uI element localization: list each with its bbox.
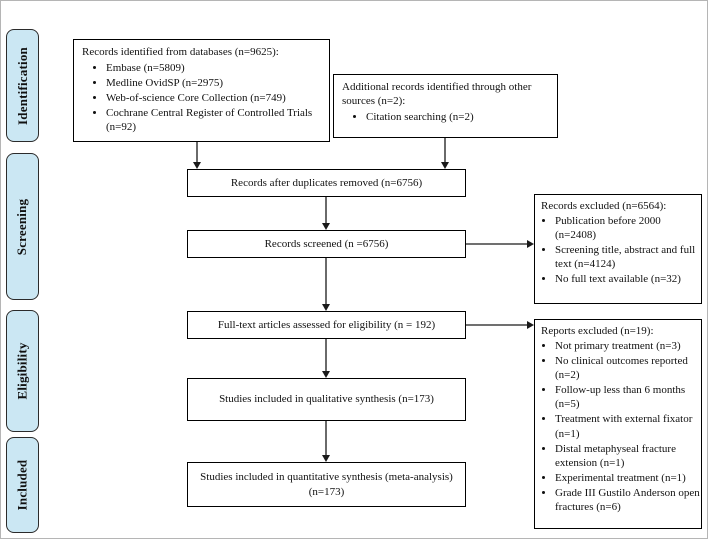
list-item: • Web-of-science Core Collection (n=749): [106, 91, 329, 105]
box-records-identified-title: Records identified from databases (n=9625):: [82, 46, 279, 58]
list-item: • Experimental treatment (n=1): [555, 471, 701, 485]
arrow-qualitative-to-quantitative: [322, 421, 330, 462]
box-quantitative-synthesis: [187, 462, 466, 507]
box-records-identified-list: [74, 61, 329, 134]
list-item: • Cochrane Central Register of Controlled Trials (n=92): [106, 106, 329, 134]
list-item: • Publication before 2000 (n=2408): [555, 214, 701, 242]
phase-label-eligibility-text: Eligibility: [14, 342, 30, 400]
box-reports-excluded-list: [535, 339, 701, 514]
list-item: • Citation searching (n=2): [366, 110, 557, 124]
box-fulltext-assessed: [187, 311, 466, 339]
list-item: • No clinical outcomes reported (n=2): [555, 354, 701, 382]
list-item: • Follow-up less than 6 months (n=5): [555, 383, 701, 411]
box-records-excluded: [534, 194, 702, 304]
box-additional-records-title: Additional records identified through other sources (n=2):: [342, 81, 532, 108]
box-additional-records-list: [334, 110, 557, 124]
arrow-screened-to-records-excluded: [466, 240, 534, 248]
box-duplicates-removed: [187, 169, 466, 197]
box-records-screened-text: Records screened (n =6756): [264, 237, 389, 250]
list-item: • Not primary treatment (n=3): [555, 339, 701, 353]
phase-label-eligibility: [6, 310, 39, 432]
box-quantitative-synthesis-text: Studies included in quantitative synthesis (meta-analysis) (n=173): [200, 471, 453, 498]
phase-label-identification: [6, 29, 39, 142]
arrow-screened-to-fulltext: [322, 258, 330, 311]
box-fulltext-assessed-text: Full-text articles assessed for eligibility (n = 192): [217, 318, 436, 331]
box-reports-excluded: [534, 319, 702, 529]
list-item: • Grade III Gustilo Anderson open fractures (n=6): [555, 486, 701, 514]
arrow-fulltext-to-qualitative: [322, 339, 330, 378]
box-records-identified: [73, 39, 330, 142]
box-records-excluded-list: [535, 214, 701, 286]
phase-label-included-text: Included: [14, 459, 30, 511]
phase-label-screening-text: Screening: [14, 198, 30, 255]
box-records-excluded-title: Records excluded (n=6564):: [541, 200, 667, 212]
arrow-additional-to-duplicates: [441, 138, 449, 169]
box-records-screened: [187, 230, 466, 258]
list-item: • Distal metaphyseal fracture extension (n=1): [555, 442, 701, 470]
list-item: • Screening title, abstract and full text (n=4124): [555, 243, 701, 271]
phase-label-included: [6, 437, 39, 533]
box-additional-records: [333, 74, 558, 138]
box-duplicates-removed-text: Records after duplicates removed (n=6756): [230, 176, 423, 189]
list-item: • No full text available (n=32): [555, 272, 701, 286]
box-qualitative-synthesis-text: Studies included in qualitative synthesis (n=173): [219, 393, 434, 406]
list-item: • Treatment with external fixator (n=1): [555, 412, 701, 440]
arrow-identified-to-duplicates: [193, 142, 201, 169]
list-item: • Medline OvidSP (n=2975): [106, 76, 329, 90]
box-qualitative-synthesis: [187, 378, 466, 421]
arrow-fulltext-to-reports-excluded: [466, 321, 534, 329]
phase-label-screening: [6, 153, 39, 300]
phase-label-identification-text: Identification: [14, 46, 30, 125]
box-reports-excluded-title: Reports excluded (n=19):: [541, 325, 654, 337]
list-item: • Embase (n=5809): [106, 61, 329, 75]
arrow-duplicates-to-screened: [322, 197, 330, 230]
